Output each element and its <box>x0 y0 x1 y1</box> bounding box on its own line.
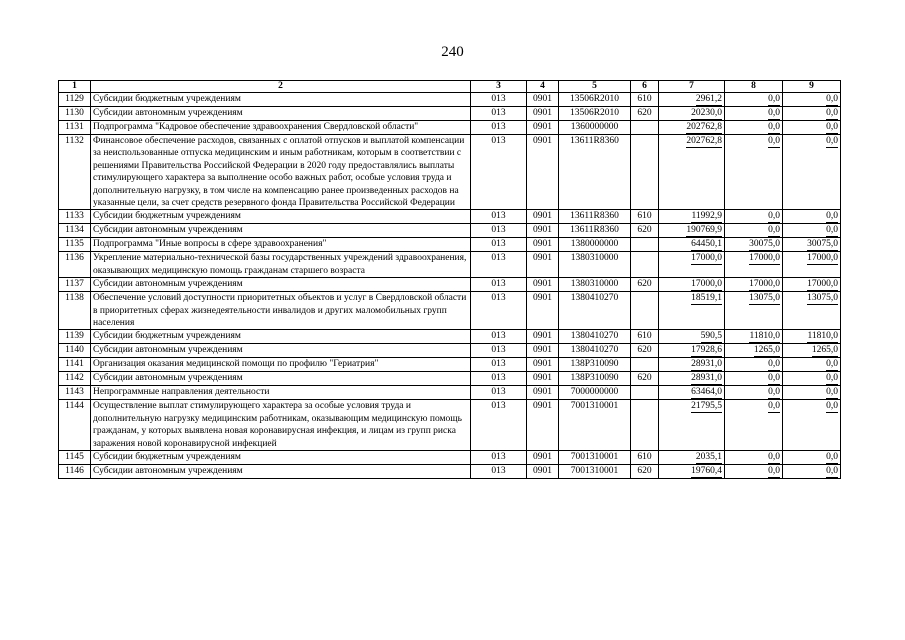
amount-col7-value: 17928,6 <box>691 345 722 356</box>
amount-col8-cell <box>725 344 783 358</box>
row-number-cell: 1131 <box>59 121 91 135</box>
amount-col7-cell <box>659 135 725 210</box>
amount-col7-cell <box>659 292 725 330</box>
table-row <box>59 252 841 278</box>
amount-col8-cell <box>725 224 783 238</box>
amount-col9-cell <box>783 465 841 479</box>
amount-col9-value: 0,0 <box>826 387 838 398</box>
expense-type-cell <box>631 386 659 400</box>
amount-col9-value: 0,0 <box>826 466 838 477</box>
amount-col8-value: 0,0 <box>768 225 780 236</box>
table-row <box>59 135 841 210</box>
section-code-cell: 0901 <box>527 93 559 107</box>
ministry-code-cell: 013 <box>471 358 527 372</box>
ministry-code-cell: 013 <box>471 344 527 358</box>
amount-col7-cell <box>659 451 725 465</box>
table-row <box>59 330 841 344</box>
amount-col8-value: 13075,0 <box>749 293 780 304</box>
section-code-cell: 0901 <box>527 252 559 278</box>
target-code-cell: 13611R8360 <box>559 224 631 238</box>
target-code-cell: 1360000000 <box>559 121 631 135</box>
amount-col8-cell <box>725 135 783 210</box>
table-row <box>59 400 841 451</box>
section-code-cell: 0901 <box>527 107 559 121</box>
table-row <box>59 107 841 121</box>
section-code-cell: 0901 <box>527 372 559 386</box>
amount-col8-cell <box>725 121 783 135</box>
target-code-cell: 13506R2010 <box>559 107 631 121</box>
row-name-cell: Обеспечение условий доступности приоритетных объектов и услуг в Свердловской области в приоритетных сферах жизнедеятельности инвалидов и других маломобильных групп населения <box>91 292 471 330</box>
expense-type-cell: 610 <box>631 93 659 107</box>
amount-col7-value: 28931,0 <box>691 359 722 370</box>
amount-col8-cell <box>725 330 783 344</box>
table-row <box>59 224 841 238</box>
section-code-cell: 0901 <box>527 400 559 451</box>
amount-col8-cell <box>725 93 783 107</box>
amount-col7-cell <box>659 386 725 400</box>
table-row <box>59 386 841 400</box>
amount-col9-cell <box>783 135 841 210</box>
section-code-cell: 0901 <box>527 224 559 238</box>
table-row <box>59 358 841 372</box>
target-code-cell: 1380410270 <box>559 344 631 358</box>
amount-col7-cell <box>659 465 725 479</box>
row-number-cell: 1133 <box>59 210 91 224</box>
expense-type-cell: 610 <box>631 451 659 465</box>
row-number-cell: 1139 <box>59 330 91 344</box>
amount-col9-value: 0,0 <box>826 136 838 146</box>
expense-type-cell <box>631 121 659 135</box>
amount-col9-value: 0,0 <box>826 108 838 118</box>
ministry-code-cell: 013 <box>471 451 527 465</box>
amount-col7-value: 202762,8 <box>686 136 722 146</box>
amount-col9-cell <box>783 93 841 107</box>
row-number-cell: 1140 <box>59 344 91 358</box>
amount-col9-cell <box>783 372 841 386</box>
amount-col8-value: 0,0 <box>768 136 780 146</box>
row-name-cell: Субсидии автономным учреждениям <box>91 224 471 238</box>
expense-type-cell: 620 <box>631 465 659 479</box>
amount-col7-value: 17000,0 <box>691 279 722 290</box>
ministry-code-cell: 013 <box>471 400 527 451</box>
amount-col9-cell <box>783 358 841 372</box>
amount-col7-value: 17000,0 <box>691 253 722 264</box>
row-name-cell: Субсидии автономным учреждениям <box>91 465 471 479</box>
amount-col8-cell <box>725 386 783 400</box>
row-name-cell: Субсидии бюджетным учреждениям <box>91 451 471 465</box>
table-row <box>59 372 841 386</box>
row-number-cell: 1145 <box>59 451 91 465</box>
amount-col7-cell <box>659 107 725 121</box>
target-code-cell: 138P310090 <box>559 372 631 386</box>
amount-col9-value: 0,0 <box>826 225 838 236</box>
amount-col7-cell <box>659 224 725 238</box>
expense-type-cell: 610 <box>631 330 659 344</box>
amount-col8-value: 17000,0 <box>749 253 780 264</box>
amount-col7-cell <box>659 121 725 135</box>
expense-type-cell <box>631 292 659 330</box>
page-number: 240 <box>441 44 464 60</box>
ministry-code-cell: 013 <box>471 210 527 224</box>
amount-col9-value: 0,0 <box>826 94 838 104</box>
row-name-cell: Субсидии бюджетным учреждениям <box>91 330 471 344</box>
expense-type-cell: 620 <box>631 372 659 386</box>
header-col-9: 9 <box>783 81 841 93</box>
expense-type-cell: 620 <box>631 278 659 292</box>
table-row <box>59 93 841 107</box>
section-code-cell: 0901 <box>527 386 559 400</box>
table-row <box>59 465 841 479</box>
amount-col8-cell <box>725 238 783 252</box>
ministry-code-cell: 013 <box>471 292 527 330</box>
header-col-5: 5 <box>559 81 631 93</box>
row-name-cell: Осуществление выплат стимулирующего характера за особые условия труда и дополнительную нагрузку медицинским работникам, оказывающим медицинскую помощь гражданам, у которых выявлена новая коронавирусная инфекция, и лицам из групп риска заражения новой коронавирусной инфекцией <box>91 400 471 451</box>
row-name-cell: Субсидии автономным учреждениям <box>91 107 471 121</box>
table-row <box>59 121 841 135</box>
expense-type-cell <box>631 400 659 451</box>
table-row <box>59 238 841 252</box>
expense-type-cell <box>631 135 659 210</box>
table-row <box>59 210 841 224</box>
amount-col7-cell <box>659 210 725 224</box>
table-row <box>59 278 841 292</box>
row-number-cell: 1130 <box>59 107 91 121</box>
row-number-cell: 1142 <box>59 372 91 386</box>
amount-col7-value: 11992,9 <box>691 211 722 222</box>
amount-col9-value: 17000,0 <box>807 253 838 264</box>
amount-col8-value: 0,0 <box>768 466 780 477</box>
amount-col7-cell <box>659 358 725 372</box>
target-code-cell: 1380410270 <box>559 292 631 330</box>
table-row <box>59 344 841 358</box>
amount-col9-value: 13075,0 <box>807 293 838 304</box>
amount-col8-value: 30075,0 <box>749 239 780 250</box>
amount-col8-value: 17000,0 <box>749 279 780 290</box>
section-code-cell: 0901 <box>527 278 559 292</box>
row-name-cell: Организация оказания медицинской помощи по профилю "Гериатрия" <box>91 358 471 372</box>
row-number-cell: 1143 <box>59 386 91 400</box>
expense-type-cell: 620 <box>631 344 659 358</box>
target-code-cell: 13611R8360 <box>559 135 631 210</box>
amount-col8-cell <box>725 210 783 224</box>
amount-col9-cell <box>783 278 841 292</box>
section-code-cell: 0901 <box>527 121 559 135</box>
target-code-cell: 13611R8360 <box>559 210 631 224</box>
amount-col9-cell <box>783 386 841 400</box>
amount-col9-value: 0,0 <box>826 401 838 412</box>
amount-col7-value: 63464,0 <box>691 387 722 398</box>
amount-col9-value: 0,0 <box>826 373 838 384</box>
header-col-8: 8 <box>725 81 783 93</box>
amount-col7-value: 21795,5 <box>691 401 722 412</box>
amount-col9-cell <box>783 121 841 135</box>
amount-col8-cell <box>725 465 783 479</box>
amount-col9-cell <box>783 400 841 451</box>
amount-col7-value: 64450,1 <box>691 239 722 250</box>
amount-col8-cell <box>725 372 783 386</box>
target-code-cell: 13506R2010 <box>559 93 631 107</box>
amount-col9-cell <box>783 292 841 330</box>
amount-col9-cell <box>783 107 841 121</box>
amount-col7-value: 19760,4 <box>691 466 722 477</box>
ministry-code-cell: 013 <box>471 135 527 210</box>
header-col-1: 1 <box>59 81 91 93</box>
ministry-code-cell: 013 <box>471 278 527 292</box>
row-name-cell: Подпрограмма "Кадровое обеспечение здравоохранения Свердловской области" <box>91 121 471 135</box>
amount-col9-value: 1265,0 <box>811 345 838 356</box>
header-col-2: 2 <box>91 81 471 93</box>
row-number-cell: 1134 <box>59 224 91 238</box>
ministry-code-cell: 013 <box>471 386 527 400</box>
section-code-cell: 0901 <box>527 344 559 358</box>
amount-col9-value: 0,0 <box>826 359 838 370</box>
section-code-cell: 0901 <box>527 358 559 372</box>
table-body <box>59 93 841 479</box>
target-code-cell: 7001310001 <box>559 451 631 465</box>
row-number-cell: 1136 <box>59 252 91 278</box>
row-name-cell: Субсидии бюджетным учреждениям <box>91 210 471 224</box>
target-code-cell: 138P310090 <box>559 358 631 372</box>
row-name-cell: Субсидии автономным учреждениям <box>91 278 471 292</box>
amount-col9-cell <box>783 224 841 238</box>
row-name-cell: Укрепление материально-технической базы государственных учреждений здравоохранения, оказывающих медицинскую помощь гражданам старшего возраста <box>91 252 471 278</box>
ministry-code-cell: 013 <box>471 372 527 386</box>
amount-col8-cell <box>725 252 783 278</box>
amount-col8-value: 0,0 <box>768 122 780 132</box>
amount-col8-value: 0,0 <box>768 373 780 384</box>
amount-col8-cell <box>725 292 783 330</box>
header-row <box>59 81 841 93</box>
amount-col8-value: 1265,0 <box>753 345 780 356</box>
amount-col7-value: 20230,0 <box>691 108 722 118</box>
section-code-cell: 0901 <box>527 292 559 330</box>
amount-col7-cell <box>659 344 725 358</box>
target-code-cell: 7000000000 <box>559 386 631 400</box>
budget-table <box>58 80 841 479</box>
expense-type-cell <box>631 238 659 252</box>
row-name-cell: Финансовое обеспечение расходов, связанных с оплатой отпусков и выплатой компенсации за неиспользованные отпуска медицинским и иным работникам, которым в соответствии с решениями Правительства Российской Федерации в 2020 году предоставлялись выплаты стимулирующего характера за выполнение особо важных работ, особые условия труда и дополнительную нагрузку, в том числе на компенсацию ранее произведенных расходов на указанные цели, за счет средств резервного фонда Правительства Российской Федерации <box>91 135 471 210</box>
amount-col7-cell <box>659 400 725 451</box>
amount-col8-cell <box>725 451 783 465</box>
row-number-cell: 1137 <box>59 278 91 292</box>
section-code-cell: 0901 <box>527 135 559 210</box>
row-number-cell: 1129 <box>59 93 91 107</box>
amount-col7-cell <box>659 372 725 386</box>
amount-col8-cell <box>725 358 783 372</box>
amount-col7-cell <box>659 330 725 344</box>
target-code-cell: 7001310001 <box>559 465 631 479</box>
row-number-cell: 1146 <box>59 465 91 479</box>
expense-type-cell: 620 <box>631 224 659 238</box>
amount-col9-value: 0,0 <box>826 211 838 222</box>
amount-col7-cell <box>659 93 725 107</box>
target-code-cell: 1380000000 <box>559 238 631 252</box>
ministry-code-cell: 013 <box>471 107 527 121</box>
amount-col9-cell <box>783 238 841 252</box>
amount-col8-cell <box>725 107 783 121</box>
amount-col7-cell <box>659 252 725 278</box>
header-col-7: 7 <box>659 81 725 93</box>
ministry-code-cell: 013 <box>471 93 527 107</box>
amount-col7-value: 590,5 <box>700 331 722 342</box>
amount-col7-value: 202762,8 <box>686 122 722 132</box>
row-name-cell: Подпрограмма "Иные вопросы в сфере здравоохранения" <box>91 238 471 252</box>
amount-col7-value: 28931,0 <box>691 373 722 384</box>
target-code-cell: 1380410270 <box>559 330 631 344</box>
row-number-cell: 1141 <box>59 358 91 372</box>
amount-col7-cell <box>659 278 725 292</box>
amount-col9-cell <box>783 330 841 344</box>
row-number-cell: 1138 <box>59 292 91 330</box>
amount-col8-value: 11810,0 <box>749 331 780 342</box>
row-name-cell: Субсидии автономным учреждениям <box>91 344 471 358</box>
row-name-cell: Непрограммные направления деятельности <box>91 386 471 400</box>
row-number-cell: 1132 <box>59 135 91 210</box>
ministry-code-cell: 013 <box>471 121 527 135</box>
section-code-cell: 0901 <box>527 451 559 465</box>
amount-col9-cell <box>783 252 841 278</box>
section-code-cell: 0901 <box>527 330 559 344</box>
amount-col7-value: 190769,9 <box>686 225 722 236</box>
row-number-cell: 1135 <box>59 238 91 252</box>
section-code-cell: 0901 <box>527 238 559 252</box>
header-col-6: 6 <box>631 81 659 93</box>
ministry-code-cell: 013 <box>471 465 527 479</box>
amount-col9-cell <box>783 344 841 358</box>
amount-col9-value: 30075,0 <box>807 239 838 250</box>
table-row <box>59 451 841 465</box>
amount-col8-value: 0,0 <box>768 387 780 398</box>
target-code-cell: 1380310000 <box>559 278 631 292</box>
amount-col8-value: 0,0 <box>768 108 780 118</box>
expense-type-cell <box>631 358 659 372</box>
amount-col9-value: 17000,0 <box>807 279 838 290</box>
amount-col8-value: 0,0 <box>768 452 780 463</box>
expense-type-cell: 610 <box>631 210 659 224</box>
amount-col7-value: 18519,1 <box>691 293 722 304</box>
ministry-code-cell: 013 <box>471 224 527 238</box>
header-col-3: 3 <box>471 81 527 93</box>
amount-col7-cell <box>659 238 725 252</box>
amount-col8-cell <box>725 278 783 292</box>
ministry-code-cell: 013 <box>471 252 527 278</box>
target-code-cell: 7001310001 <box>559 400 631 451</box>
ministry-code-cell: 013 <box>471 330 527 344</box>
ministry-code-cell: 013 <box>471 238 527 252</box>
amount-col8-value: 0,0 <box>768 211 780 222</box>
row-name-cell: Субсидии автономным учреждениям <box>91 372 471 386</box>
amount-col7-value: 2035,1 <box>695 452 722 463</box>
row-name-cell: Субсидии бюджетным учреждениям <box>91 93 471 107</box>
amount-col8-value: 0,0 <box>768 359 780 370</box>
expense-type-cell <box>631 252 659 278</box>
amount-col7-value: 2961,2 <box>695 94 722 104</box>
expense-type-cell: 620 <box>631 107 659 121</box>
section-code-cell: 0901 <box>527 210 559 224</box>
amount-col8-cell <box>725 400 783 451</box>
amount-col8-value: 0,0 <box>768 401 780 412</box>
amount-col8-value: 0,0 <box>768 94 780 104</box>
amount-col9-cell <box>783 210 841 224</box>
amount-col9-value: 11810,0 <box>807 331 838 342</box>
amount-col9-value: 0,0 <box>826 122 838 132</box>
amount-col9-cell <box>783 451 841 465</box>
table-row <box>59 292 841 330</box>
target-code-cell: 1380310000 <box>559 252 631 278</box>
section-code-cell: 0901 <box>527 465 559 479</box>
amount-col9-value: 0,0 <box>826 452 838 463</box>
header-col-4: 4 <box>527 81 559 93</box>
row-number-cell: 1144 <box>59 400 91 451</box>
